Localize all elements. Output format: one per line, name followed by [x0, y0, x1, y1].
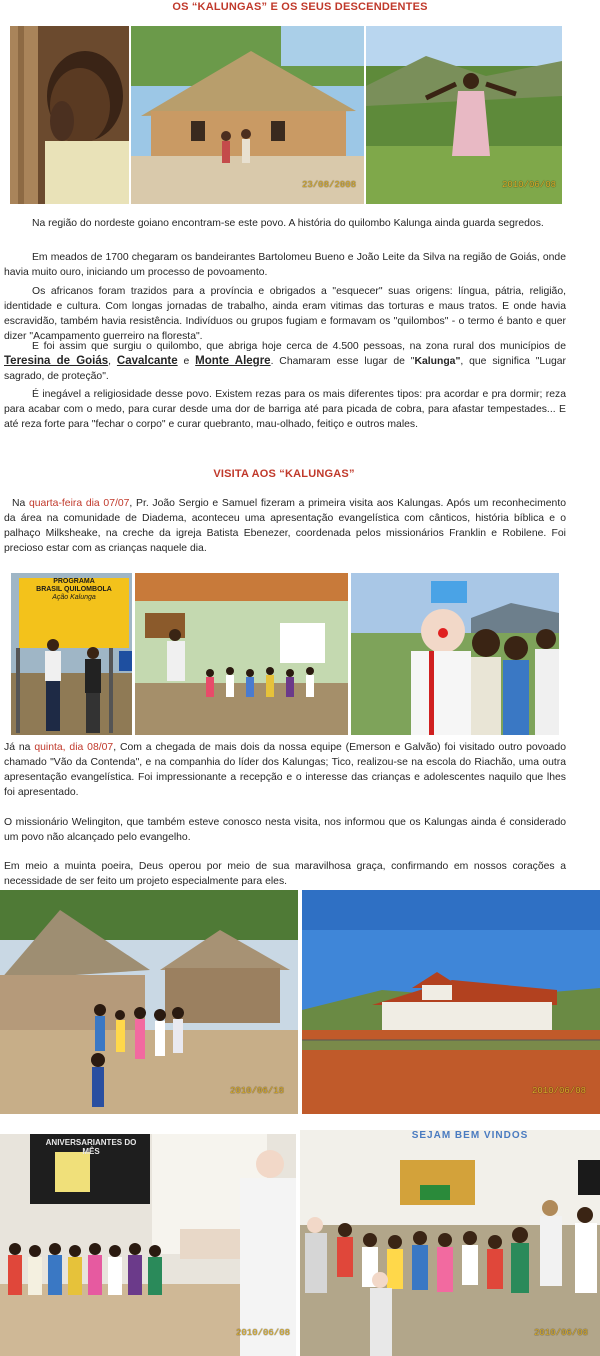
photo-village-huts-children [0, 890, 298, 1114]
paragraph-religiosidade: É inegável a religiosidade desse povo. Existem rezas para os mais diferentes tipos: pra acordar e pra dormir; reza para acabar com o medo, para curar desde uma dor de barriga até para picada de cobra, para afastar tempestades... E até reza forte para "fechar o corpo" e curar quebranto, mau-olhado, feitiço e outros males. [4, 389, 566, 430]
photo-quilombola-sign [11, 573, 132, 735]
paragraph-primeira-visita: Na quarta-feira dia 07/07, Pr. João Sergio e Samuel fizeram a primeira visita aos Kalungas. Após um reconhecimento da área na comunidade de Diadema, aconteceu uma apresentação evangelística com cânticos, história bíblica e o palhaço Milksheake, na creche da igreja Batista Ebenezer, coordenada pelos missionários Franklin e Robilene. Foi precioso estar com as crianças naquele dia. [4, 498, 566, 554]
photo-date-stamp: 2010/06/18 [229, 1086, 284, 1096]
photo-clown-with-children [351, 573, 559, 735]
photo-group-welcome-wall [300, 1130, 600, 1356]
photo-woman-arms-raised [366, 26, 562, 204]
photo-date-stamp: 2010/06/08 [533, 1328, 588, 1338]
photo-thatched-house [131, 26, 364, 204]
paragraph-quilombo: E foi assim que surgiu o quilombo, que abriga hoje cerca de 4.500 pessoas, na zona rural dos municípios de Teresina de Goiás, Cavalcante e Monte Alegre. Chamaram esse lugar de "Kalunga", que significa "Lugar sagrado, de proteção". [4, 341, 566, 382]
link-cavalcante[interactable]: Cavalcante [116, 355, 178, 367]
link-teresina-de-goias[interactable]: Teresina de Goiás [4, 355, 109, 367]
link-monte-alegre[interactable]: Monte Alegre [195, 355, 271, 367]
paragraph-welingiton: O missionário Welingiton, que também esteve conosco nesta visita, nos informou que os Kalungas ainda é considerado um povo não alcançado pelo evangelho. [4, 817, 566, 843]
sign-text: PROGRAMA BRASIL QUILOMBOLA Ação Kalunga [36, 578, 112, 601]
photo-date-stamp: 2010/06/08 [531, 1086, 586, 1096]
photo-date-stamp: 23/08/2008 [301, 180, 356, 190]
photo-date-stamp: 2010/06/08 [501, 180, 556, 190]
section-title-visita: VISITA AOS “KALUNGAS” [213, 468, 355, 480]
paragraph-intro: Na região do nordeste goiano encontram-se este povo. A história do quilombo Kalunga ainda guarda segredos. [32, 218, 544, 229]
paragraph-africanos: Os africanos foram trazidos para a província e obrigados a "esquecer" suas origens: língua, pátria, religião, identidade e cultura. Com longas jornadas de trabalho, ainda eram vitimas das torturas e maus tratos. E onde havia escravidão, também havia resistência. Indivíduos ou grupos fugiam e formavam os "quilombos" - o termo é banto e quer dizer "Acampamento guerreiro na floresta". [4, 286, 566, 342]
photo-child [10, 26, 129, 204]
paragraph-poeira: Em meio a muinta poeira, Deus operou por meio de sua maravilhosa graça, confirmando em nossos corações a necessidade de ser feito um projeto especialmente para eles. [4, 861, 566, 887]
photo-creche-presentation [135, 573, 348, 735]
board-text: ANIVERSARIANTES DO MÊS [45, 1138, 137, 1156]
paragraph-bandeirantes: Em meados de 1700 chegaram os bandeirantes Bartolomeu Bueno e João Leite da Silva na região de Goiás, onde havia muito ouro, iniciando um processo de povoamento. [4, 252, 566, 278]
wall-text: SEJAM BEM VINDOS [411, 1130, 529, 1141]
section-title-kalungas: OS “KALUNGAS” E OS SEUS DESCENDENTES [172, 1, 428, 13]
photo-classroom-children [0, 1134, 296, 1356]
photo-date-stamp: 2010/06/08 [236, 1328, 291, 1338]
paragraph-segunda-visita: Já na quinta, dia 08/07, Com a chegada de mais dois da nossa equipe (Emerson e Galvão) foi visitado outro povoado chamado "Vão da Contenda", e na companhia do líder dos Kalungas; Tico, realizou-se na escola do Riachão, uma outra apresentação evangelística. Foi impressionante a recepção e o interesse das crianças e adolescentes naquilo que lhes foi apresentado. [4, 742, 566, 798]
photo-school-building [302, 890, 600, 1114]
